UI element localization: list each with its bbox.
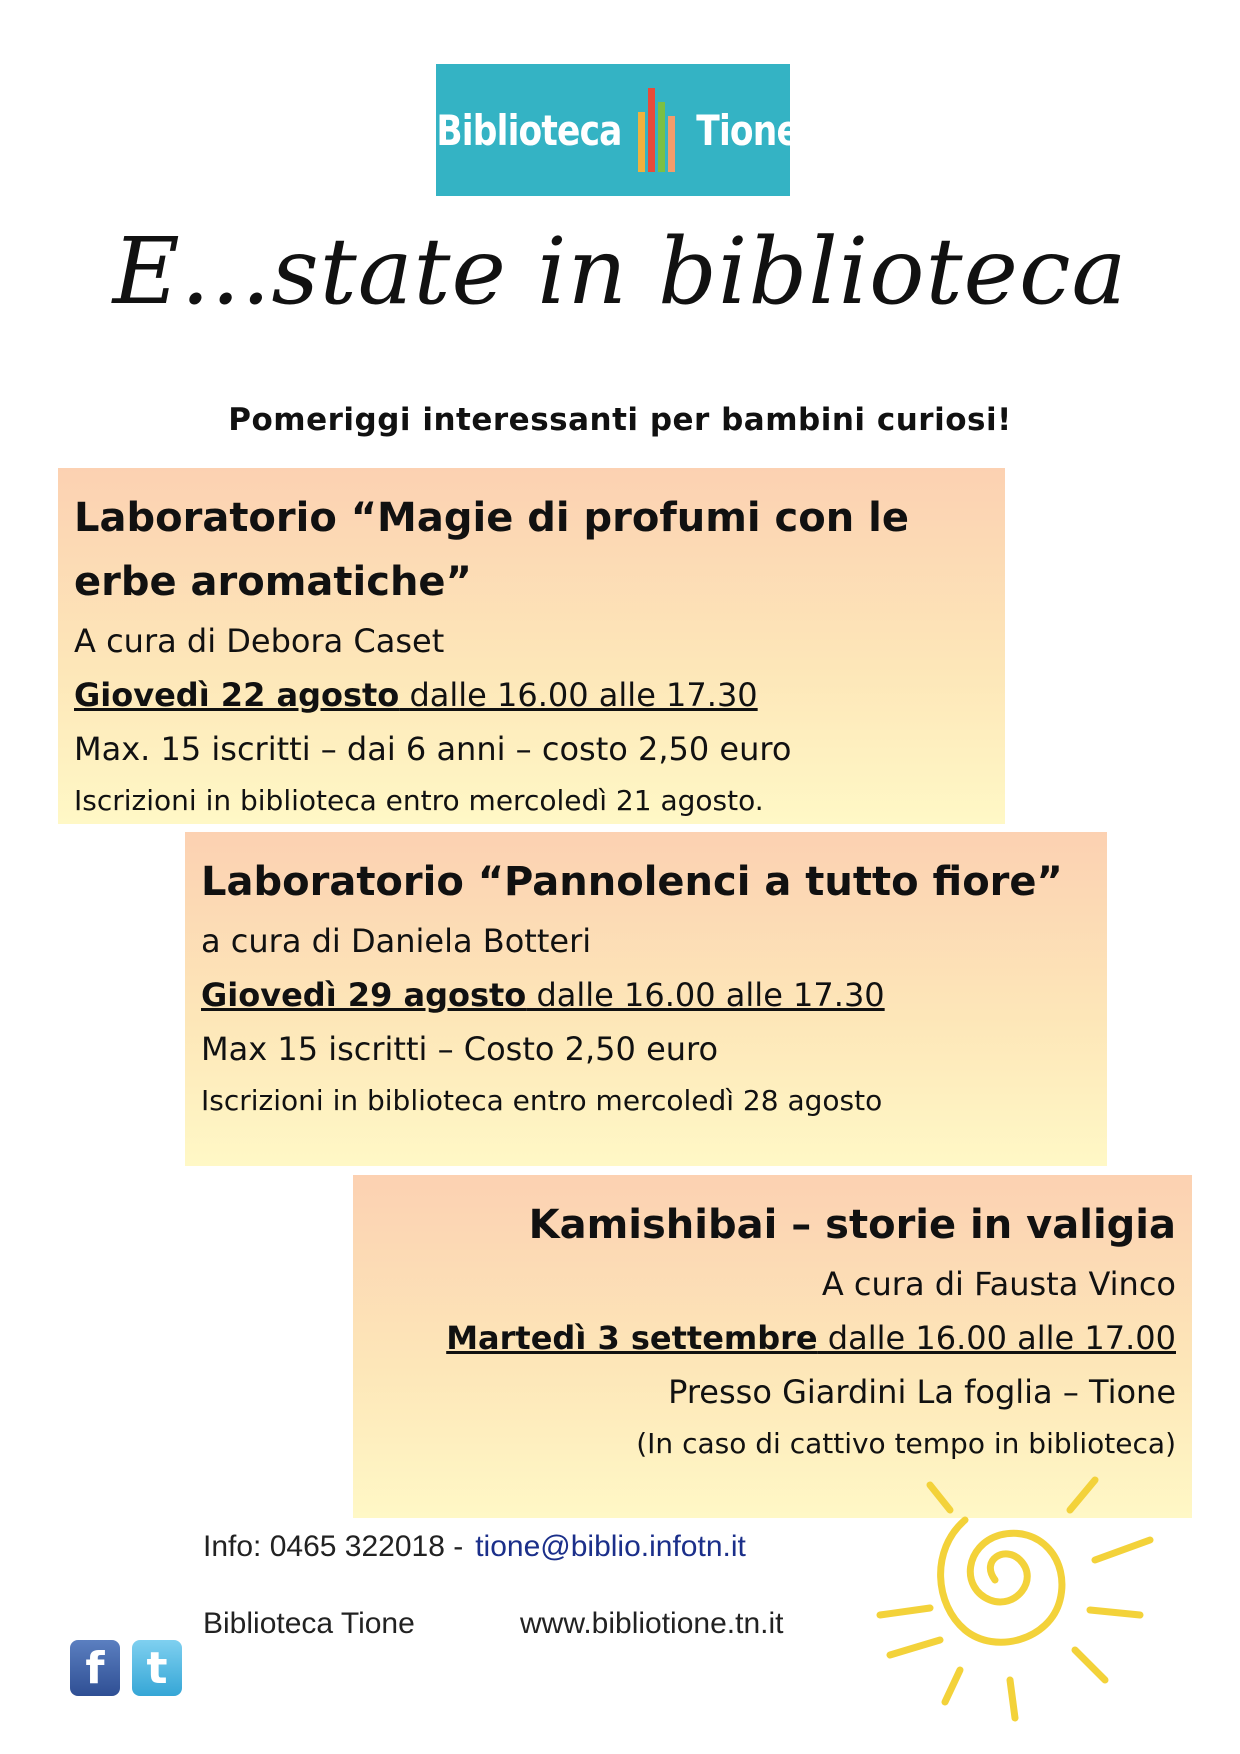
event-1-title-line2: erbe aromatiche”	[74, 559, 472, 605]
event-2-title: Laboratorio “Pannolenci a tutto fiore”	[201, 859, 1063, 905]
footer-library-name: Biblioteca Tione	[203, 1607, 415, 1640]
twitter-icon[interactable]	[132, 1640, 182, 1696]
logo-word-right: Tione	[696, 105, 799, 155]
logo-word-left: Biblioteca	[436, 105, 622, 155]
event-3-curator: A cura di Fausta Vinco	[821, 1265, 1176, 1303]
footer-website-link[interactable]: www.bibliotione.tn.it	[520, 1607, 784, 1640]
twitter-glyph: t	[146, 1642, 168, 1694]
page-title: E...state in biblioteca	[112, 218, 1128, 325]
event-box-1	[58, 468, 1005, 824]
event-3-location: Presso Giardini La foglia – Tione	[668, 1373, 1176, 1411]
event-2-details: Max 15 iscritti – Costo 2,50 euro	[201, 1030, 719, 1068]
event-3-date-time: dalle 16.00 alle 17.00	[817, 1319, 1176, 1357]
event-1-registration: Iscrizioni in biblioteca entro mercoledì 21 agosto.	[74, 784, 764, 817]
facebook-glyph: f	[85, 1642, 105, 1694]
event-2-date-time: dalle 16.00 alle 17.30	[526, 976, 885, 1014]
info-line	[203, 1530, 746, 1564]
facebook-icon[interactable]	[70, 1640, 120, 1696]
logo-books-icon	[638, 88, 675, 172]
event-2-registration: Iscrizioni in biblioteca entro mercoledì 28 agosto	[201, 1084, 883, 1117]
sun-icon	[820, 1440, 1200, 1740]
event-3-note: (In caso di cattivo tempo in biblioteca)	[636, 1427, 1176, 1460]
info-phone: Info: 0465 322018 -	[203, 1530, 464, 1563]
page-subtitle: Pomeriggi interessanti per bambini curiosi!	[228, 402, 1012, 438]
info-email-link[interactable]: tione@biblio.infotn.it	[475, 1530, 746, 1563]
event-1-date-day: Giovedì 22 agosto	[74, 676, 400, 714]
event-1-details: Max. 15 iscritti – dai 6 anni – costo 2,50 euro	[74, 730, 792, 768]
event-1-title-line1: Laboratorio “Magie di profumi con le	[74, 495, 909, 541]
event-1-date	[74, 668, 989, 722]
event-2-date-day: Giovedì 29 agosto	[201, 976, 527, 1014]
event-1-curator: A cura di Debora Caset	[74, 622, 445, 660]
event-box-2	[185, 832, 1107, 1166]
event-3-date	[369, 1311, 1176, 1365]
library-logo	[436, 64, 799, 196]
event-3-date-day: Martedì 3 settembre	[446, 1319, 818, 1357]
event-1-date-time: dalle 16.00 alle 17.30	[399, 676, 758, 714]
event-2-curator: a cura di Daniela Botteri	[201, 922, 592, 960]
event-2-date	[201, 968, 1091, 1022]
event-3-title: Kamishibai – storie in valigia	[528, 1202, 1176, 1248]
